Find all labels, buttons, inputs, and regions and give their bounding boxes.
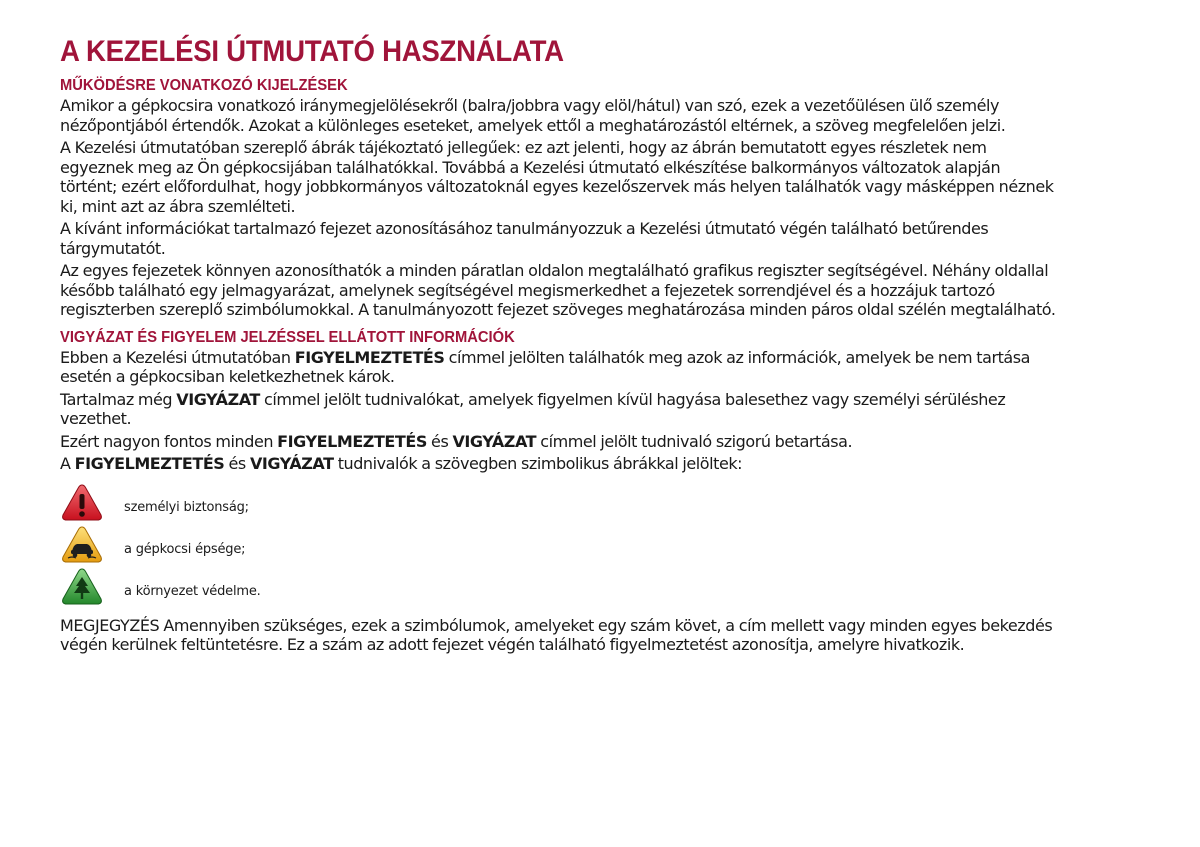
paragraph: Ebben a Kezelési útmutatóban FIGYELMEZTETÉS címmel jelölten találhatók meg azok az információk, amelyek be nem tartása esetén a gépkocsiban keletkezhetnek károk. bbox=[60, 347, 1031, 386]
paragraph: Tartalmaz még VIGYÁZAT címmel jelölt tudnivalókat, amelyek figyelmen kívül hagyása balesethez vagy személyi sérüléshez vezethet. bbox=[60, 389, 1006, 428]
paragraph: A Kezelési útmutatóban szereplő ábrák tájékoztató jellegűek: ez azt jelenti, hogy az ábrán bemutatott egyes részletek nem egyeznek meg az Ön gépkocsijában találhatókkal. Továbbá a Kezelési útmutató elkészítése balkormányos változatok alapján történt; ezért előfordulhat, hogy jobbkormányos változatoknál egyes kezelőszervek más helyen találhatók vagy másképpen néznek ki, mint azt az ábra szemlélteti. bbox=[60, 138, 1054, 216]
paragraph: Amikor a gépkocsira vonatkozó iránymegjelölésekről (balra/jobbra vagy elöl/hátul) van szó, ezek a vezetőülésen ülő személy nézőpontjából értendők. Azokat a különleges eseteket, amelyek ettől a meghatározástól eltérnek, a szöveg megfelelően jelzi. bbox=[60, 96, 1006, 135]
symbol-row-personal-safety bbox=[60, 482, 1060, 524]
paragraph: A FIGYELMEZTETÉS és VIGYÁZAT tudnivalók a szövegben szimbolikus ábrákkal jelöltek: bbox=[60, 454, 743, 473]
paragraph: Az egyes fejezetek könnyen azonosíthatók a minden páratlan oldalon megtalálható grafikus regiszter segítségével. Néhány oldallal később található egy jelmagyarázat, amelynek segítségével megismerkedhet a fejezetek sorrendjével és a hozzájuk tartozó regiszterben szereplő szimbólumokkal. A tanulmányozott fejezet szöveges meghatározása minden páros oldal szélén megtalálható. bbox=[60, 261, 1056, 319]
symbol-row-environment bbox=[60, 566, 1060, 608]
symbol-label: személyi biztonság; bbox=[124, 500, 249, 515]
warning-exclamation-icon bbox=[60, 483, 104, 523]
page-title: A KEZELÉSI ÚTMUTATÓ HASZNÁLATA bbox=[60, 35, 564, 68]
note-paragraph: MEGJEGYZÉS Amennyiben szükséges, ezek a szimbólumok, amelyeket egy szám követ, a cím mellett vagy minden egyes bekezdés végén kerülnek feltüntetésre. Ez a szám az adott fejezet végén található figyelmeztetést azonosítja, amelyre hivatkozik. bbox=[60, 615, 1053, 654]
tree-icon bbox=[60, 567, 104, 607]
paragraph: A kívánt információkat tartalmazó fejezet azonosításához tanulmányozzuk a Kezelési útmutató végén található betűrendes tárgymutatót. bbox=[60, 219, 989, 258]
symbol-legend bbox=[60, 482, 1060, 608]
paragraph: Ezért nagyon fontos minden FIGYELMEZTETÉS és VIGYÁZAT címmel jelölt tudnivaló szigorú betartása. bbox=[60, 431, 853, 451]
page-content bbox=[60, 34, 1060, 658]
symbol-row-vehicle-integrity bbox=[60, 524, 1060, 566]
symbol-label: a környezet védelme. bbox=[124, 584, 261, 599]
section-heading-warnings: VIGYÁZAT ÉS FIGYELEM JELZÉSSEL ELLÁTOTT INFORMÁCIÓK bbox=[60, 328, 515, 346]
symbol-label: a gépkocsi épsége; bbox=[124, 542, 246, 557]
section-heading-operation: MŰKÖDÉSRE VONATKOZÓ KIJELZÉSEK bbox=[60, 77, 348, 94]
car-skid-icon bbox=[60, 525, 104, 565]
